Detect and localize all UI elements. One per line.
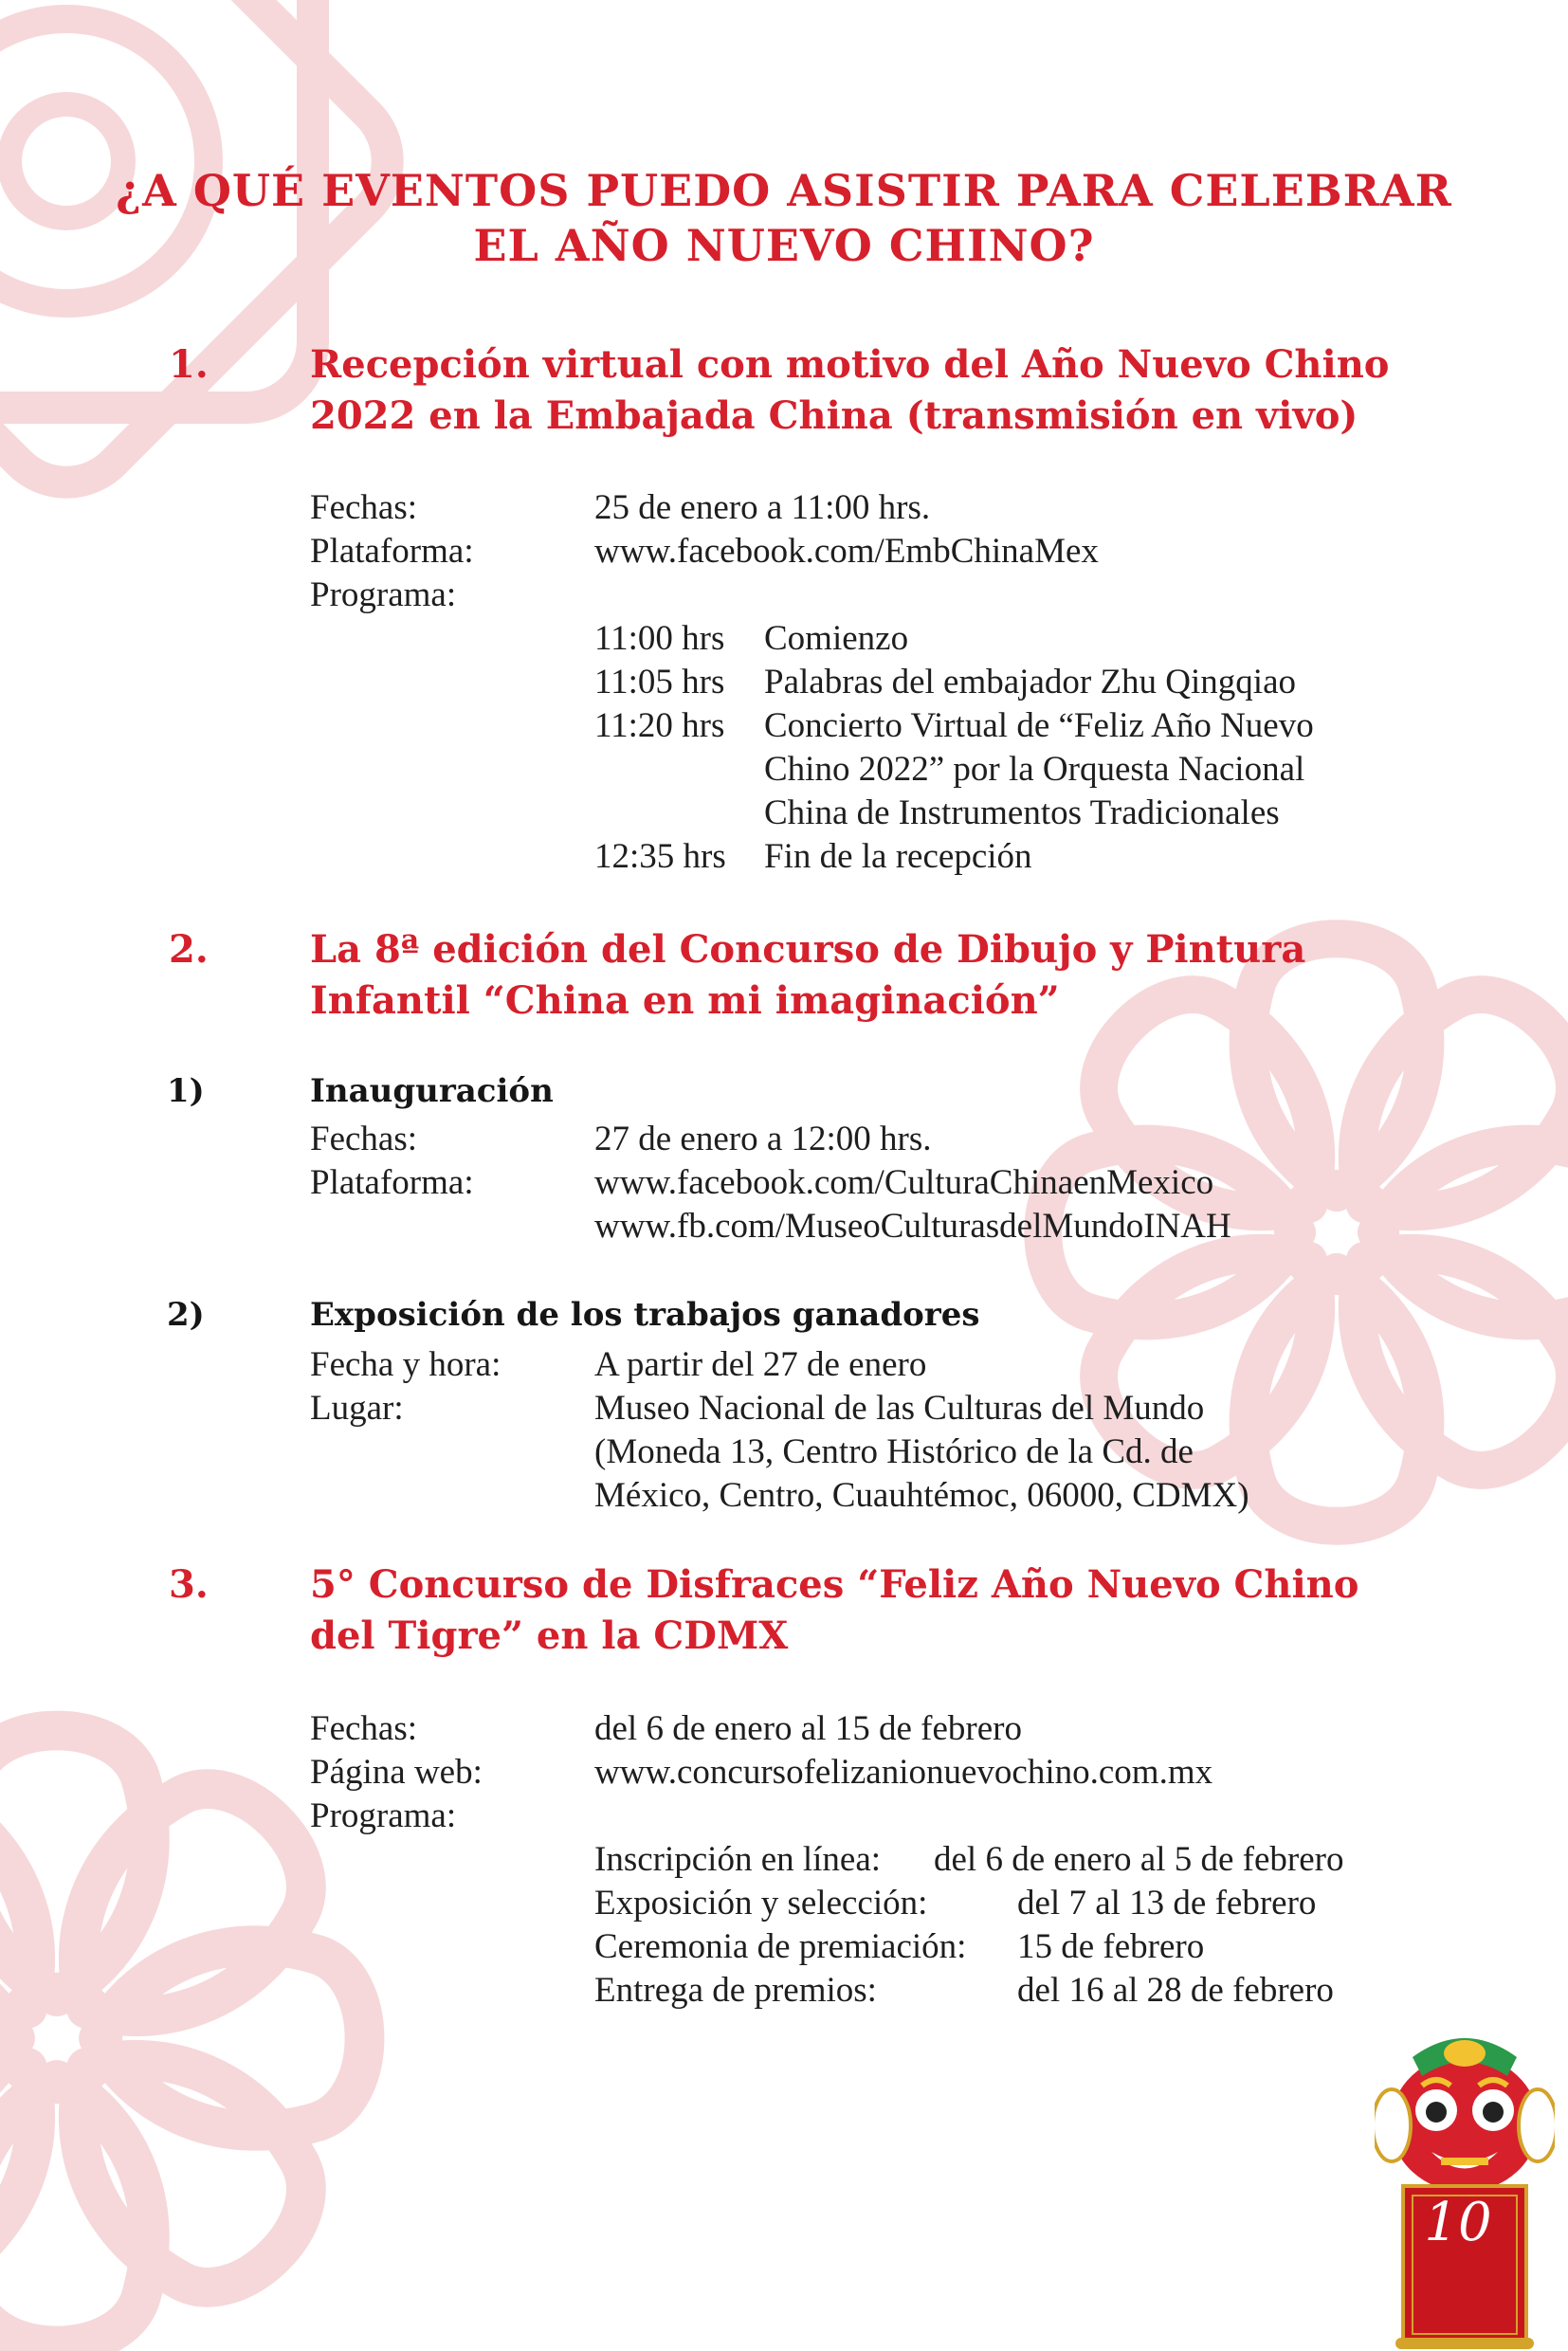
- web-link[interactable]: www.concursofelizanionuevochino.com.mx: [594, 1753, 1213, 1792]
- heading-line: Infantil “China en mi imaginación”: [310, 978, 1060, 1023]
- title-line: EL AÑO NUEVO CHINO?: [473, 220, 1095, 271]
- program-dates: 15 de febrero: [1017, 1927, 1205, 1966]
- page-number: 10: [1424, 2192, 1492, 2253]
- fechas-label: Fechas:: [310, 1120, 418, 1158]
- program-time: 11:20 hrs: [594, 706, 725, 745]
- section-3-number: 3.: [169, 1562, 209, 1607]
- program-dates: del 6 de enero al 5 de febrero: [934, 1840, 1344, 1879]
- plataforma-link[interactable]: www.facebook.com/EmbChinaMex: [594, 532, 1099, 571]
- program-dates: del 16 al 28 de febrero: [1017, 1971, 1334, 2010]
- subsection-1-title: Inauguración: [310, 1072, 554, 1110]
- web-label: Página web:: [310, 1753, 483, 1792]
- program-time: 11:00 hrs: [594, 619, 725, 658]
- heading-line: 2022 en la Embajada China (transmisión en vivo): [310, 393, 1358, 438]
- program-stage: Ceremonia de premiación:: [594, 1927, 967, 1966]
- lugar-value: Museo Nacional de las Culturas del Mundo: [594, 1389, 1205, 1428]
- plataforma-label: Plataforma:: [310, 1163, 474, 1202]
- heading-line: del Tigre” en la CDMX: [310, 1613, 789, 1658]
- lion-dance-illustration: [1375, 2019, 1555, 2351]
- plataforma-link[interactable]: www.fb.com/MuseoCulturasdelMundoINAH: [594, 1207, 1231, 1246]
- page-title: [114, 163, 1454, 273]
- section-2-heading: [310, 924, 1429, 1027]
- program-item: Fin de la recepción: [764, 837, 1032, 876]
- lugar-value: (Moneda 13, Centro Histórico de la Cd. de: [594, 1432, 1194, 1471]
- lugar-value: México, Centro, Cuauhtémoc, 06000, CDMX): [594, 1476, 1249, 1515]
- subsection-2-number: 2): [167, 1296, 205, 1334]
- lion-head-icon: [1375, 2038, 1555, 2192]
- program-dates: del 7 al 13 de febrero: [1017, 1884, 1317, 1923]
- program-stage: Inscripción en línea:: [594, 1840, 882, 1879]
- program-item: Concierto Virtual de “Feliz Año Nuevo: [764, 706, 1314, 745]
- program-stage: Entrega de premios:: [594, 1971, 877, 2010]
- program-time: 11:05 hrs: [594, 663, 725, 702]
- fechas-value: del 6 de enero al 15 de febrero: [594, 1709, 1022, 1748]
- program-item: Palabras del embajador Zhu Qingqiao: [764, 663, 1296, 702]
- title-line: ¿A QUÉ EVENTOS PUEDO ASISTIR PARA CELEBRAR: [116, 165, 1452, 216]
- fechas-label: Fechas:: [310, 488, 418, 527]
- program-item: China de Instrumentos Tradicionales: [764, 793, 1280, 832]
- section-3-heading: [310, 1559, 1429, 1662]
- heading-line: La 8ª edición del Concurso de Dibujo y Pintura: [310, 927, 1306, 972]
- plataforma-link[interactable]: www.facebook.com/CulturaChinaenMexico: [594, 1163, 1214, 1202]
- program-stage: Exposición y selección:: [594, 1884, 928, 1923]
- programa-label: Programa:: [310, 1796, 457, 1835]
- heading-line: Recepción virtual con motivo del Año Nuevo Chino: [310, 342, 1390, 387]
- section-1-number: 1.: [169, 342, 209, 387]
- plataforma-label: Plataforma:: [310, 532, 474, 571]
- programa-label: Programa:: [310, 575, 457, 614]
- heading-line: 5° Concurso de Disfraces “Feliz Año Nuevo Chino: [310, 1562, 1359, 1607]
- lugar-label: Lugar:: [310, 1389, 404, 1428]
- fechas-value: 25 de enero a 11:00 hrs.: [594, 488, 931, 527]
- subsection-2-title: Exposición de los trabajos ganadores: [310, 1296, 980, 1334]
- fecha-hora-label: Fecha y hora:: [310, 1345, 501, 1384]
- section-1-heading: [310, 339, 1429, 442]
- program-time: 12:35 hrs: [594, 837, 726, 876]
- fechas-label: Fechas:: [310, 1709, 418, 1748]
- fechas-value: 27 de enero a 12:00 hrs.: [594, 1120, 932, 1158]
- section-2-number: 2.: [169, 927, 209, 972]
- fecha-hora-value: A partir del 27 de enero: [594, 1345, 927, 1384]
- subsection-1-number: 1): [167, 1072, 205, 1110]
- program-item: Comienzo: [764, 619, 909, 658]
- program-item: Chino 2022” por la Orquesta Nacional: [764, 750, 1305, 789]
